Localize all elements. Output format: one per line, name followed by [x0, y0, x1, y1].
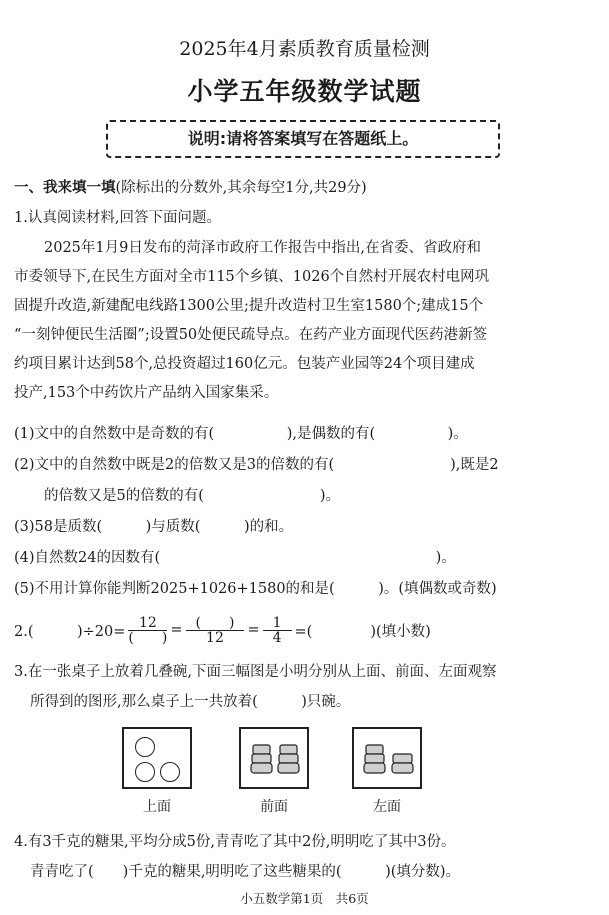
bowl-stacks-front: [241, 729, 307, 787]
passage-line: 2025年1月9日发布的菏泽市政府工作报告中指出,在省委、省政府和: [44, 240, 481, 256]
passage-line: 投产,153个中药饮片产品纳入国家集采。: [14, 385, 279, 401]
exam-title: 2025年4月素质教育质量检测: [179, 38, 430, 60]
fraction-2-numerator: ( ): [186, 616, 245, 631]
bowl-circle: [135, 762, 155, 782]
q2-suffix: =( )(填小数): [294, 623, 431, 640]
fraction-3-denominator: 4: [272, 629, 282, 646]
section-heading: [14, 176, 599, 197]
question-3-line-2: 所得到的图形,那么桌子上一共放着( )只碗。: [30, 694, 351, 710]
question-1-part-1: (1)文中的自然数中是奇数的有( ),是偶数的有( )。: [14, 426, 468, 442]
top-view-figure: [122, 727, 192, 789]
section-note: (除标出的分数外,其余每空1分,共29分): [115, 180, 367, 196]
question-1-part-2: (2)文中的自然数中既是2的倍数又是3的倍数的有( ),既是2: [14, 457, 499, 473]
passage-line: 约项目累计达到58个,总投资超过160亿元。包装产业园等24个项目建成: [14, 356, 475, 372]
fraction-2: [186, 616, 245, 645]
left-view-figure: [352, 727, 422, 789]
question-2: [14, 610, 599, 650]
passage-line: 市委领导下,在民生方面对全市115个乡镇、1026个自然村开展农村电网巩: [14, 269, 490, 285]
question-1-stem: 1.认真阅读材料,回答下面问题。: [14, 210, 221, 226]
question-1-part-2-cont: 的倍数又是5的倍数的有( )。: [44, 488, 341, 504]
fraction-3: [263, 616, 292, 645]
equals-sign: =: [247, 622, 260, 638]
left-view-label: 左面: [373, 799, 401, 815]
question-4-line-2: 青青吃了( )千克的糖果,明明吃了这些糖果的( )(填分数)。: [30, 864, 461, 880]
question-1-part-4: (4)自然数24的因数有( )。: [14, 550, 456, 566]
question-4-line-1: 4.有3千克的糖果,平均分成5份,青青吃了其中2份,明明吃了其中3份。: [14, 834, 456, 850]
fraction-3-numerator: 1: [263, 616, 292, 631]
question-3-line-1: 3.在一张桌子上放着几叠碗,下面三幅图是小明分别从上面、前面、左面观察: [14, 664, 497, 680]
top-view-label: 上面: [143, 799, 171, 815]
section-title: 一、我来填一填: [14, 180, 116, 196]
page-footer: 小五数学第1页 共6页: [240, 891, 369, 906]
instruction-box: 说明:请将答案填写在答题纸上。: [106, 120, 500, 158]
fraction-1: [128, 616, 167, 645]
paper-title: 小学五年级数学试题: [187, 77, 422, 106]
equals-sign: =: [170, 622, 183, 638]
bowl-circle: [135, 737, 155, 757]
question-1-part-5: (5)不用计算你能判断2025+1026+1580的和是( )。(填偶数或奇数): [14, 581, 497, 597]
passage-line: “一刻钟便民生活圈”;设置50处便民疏导点。在药产业方面现代医药港新签: [14, 327, 488, 343]
bowl-stacks-left: [354, 729, 420, 787]
front-view-label: 前面: [260, 799, 288, 815]
question-1-part-3: (3)58是质数( )与质数( )的和。: [14, 519, 294, 535]
passage-line: 固提升改造,新建配电线路1300公里;提升改造村卫生室1580个;建成15个: [14, 298, 484, 314]
fraction-2-denominator: 12: [206, 629, 224, 646]
fraction-1-numerator: 12: [128, 616, 167, 631]
q2-prefix: 2.( )÷20=: [14, 623, 126, 640]
bowl-circle: [160, 762, 180, 782]
fraction-1-denominator: ( ): [128, 629, 168, 646]
front-view-figure: [239, 727, 309, 789]
